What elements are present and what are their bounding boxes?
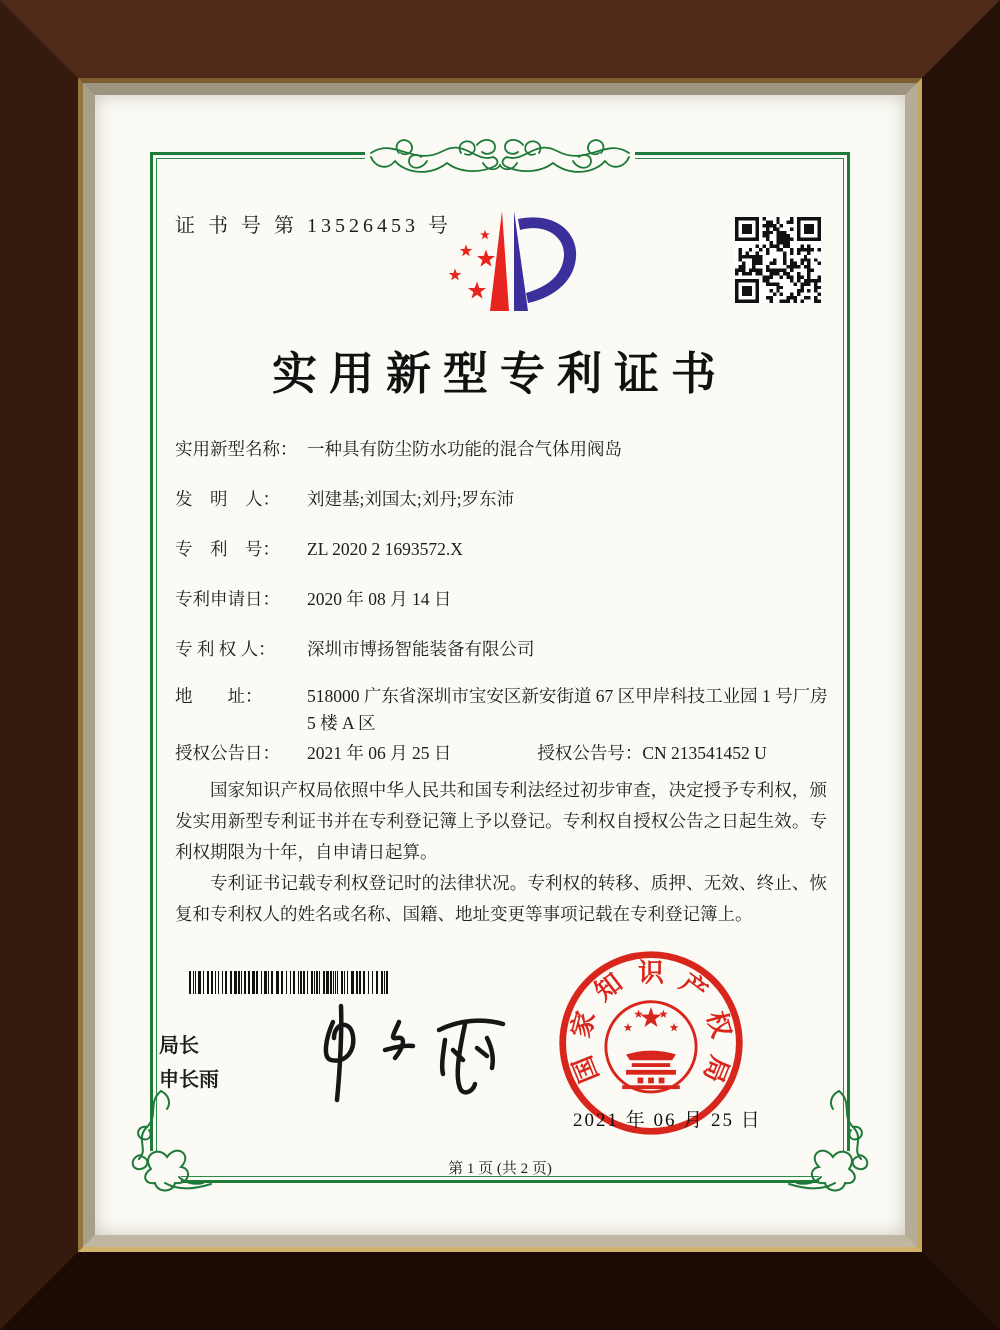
qr-code	[735, 217, 821, 303]
field-filing-date	[175, 586, 451, 613]
svg-text:权: 权	[701, 1008, 736, 1041]
grant-date-value: 2021 年 06 月 25 日	[307, 743, 452, 763]
grant-number-value: CN 213541452 U	[642, 743, 767, 763]
field-label: 地 址：	[175, 686, 263, 706]
field-label: 发 明 人：	[175, 489, 280, 509]
field-address	[175, 683, 837, 737]
floral-corner-ornament-left	[121, 1089, 213, 1203]
certificate-number: 证 书 号 第 13526453 号	[175, 215, 452, 237]
cnipa-logo	[428, 193, 593, 333]
svg-text:知: 知	[589, 967, 628, 1007]
commissioner-title: 局长	[159, 1035, 199, 1057]
field-label: 专 利 号：	[175, 539, 280, 559]
commissioner-name: 申长雨	[159, 1069, 219, 1091]
field-grant-number	[537, 740, 766, 767]
seal-date: 2021 年 06 月 25 日	[573, 1110, 762, 1131]
field-label: 专利申请日：	[175, 589, 280, 609]
commissioner-block	[159, 1029, 219, 1097]
commissioner-signature	[307, 1000, 517, 1105]
page-number: 第 1 页 (共 2 页)	[448, 1161, 552, 1177]
field-value: 深圳市博扬智能装备有限公司	[307, 639, 535, 659]
svg-text:产: 产	[674, 967, 713, 1007]
svg-text:家: 家	[566, 1008, 601, 1041]
field-value: 一种具有防尘防水功能的混合气体用阀岛	[307, 439, 622, 459]
svg-text:局: 局	[697, 1051, 735, 1087]
dragon-flourish-ornament	[365, 123, 635, 185]
field-label: 实用新型名称：	[175, 439, 298, 459]
certificate-paper	[95, 95, 905, 1235]
legal-paragraph-1: 国家知识产权局依照中华人民共和国专利法经过初步审查，决定授予专利权，颁发实用新型专利证书并在专利登记簿上予以登记。专利权自授权公告之日起生效。专利权期限为十年，自申请日起算。	[175, 780, 827, 862]
field-label: 授权公告日：	[175, 743, 280, 763]
field-value: 518000 广东省深圳市宝安区新安街道 67 区甲岸科技工业园 1 号厂房 5 楼 A 区	[307, 686, 828, 733]
svg-text:国: 国	[567, 1051, 605, 1087]
svg-text:识: 识	[638, 958, 664, 988]
field-patent-number	[175, 536, 463, 563]
field-value: 2020 年 08 月 14 日	[307, 589, 452, 609]
field-value: ZL 2020 2 1693572.X	[307, 539, 463, 559]
floral-corner-ornament-right	[787, 1089, 879, 1203]
field-value: 刘建基;刘国太;刘丹;罗东沛	[307, 489, 515, 509]
field-utility-model-name	[175, 436, 622, 463]
field-patentee	[175, 636, 535, 663]
field-label: 专 利 权 人：	[175, 639, 276, 659]
legal-text	[175, 775, 827, 930]
field-grant-row	[175, 740, 767, 767]
field-inventors	[175, 486, 514, 513]
certificate-title: 实用新型专利证书	[271, 349, 728, 399]
barcode	[189, 971, 391, 994]
field-label: 授权公告号：	[537, 743, 643, 763]
legal-paragraph-2: 专利证书记载专利权登记时的法律状况。专利权的转移、质押、无效、终止、恢复和专利权人的姓名或名称、国籍、地址变更等事项记载在专利登记簿上。	[175, 873, 827, 924]
